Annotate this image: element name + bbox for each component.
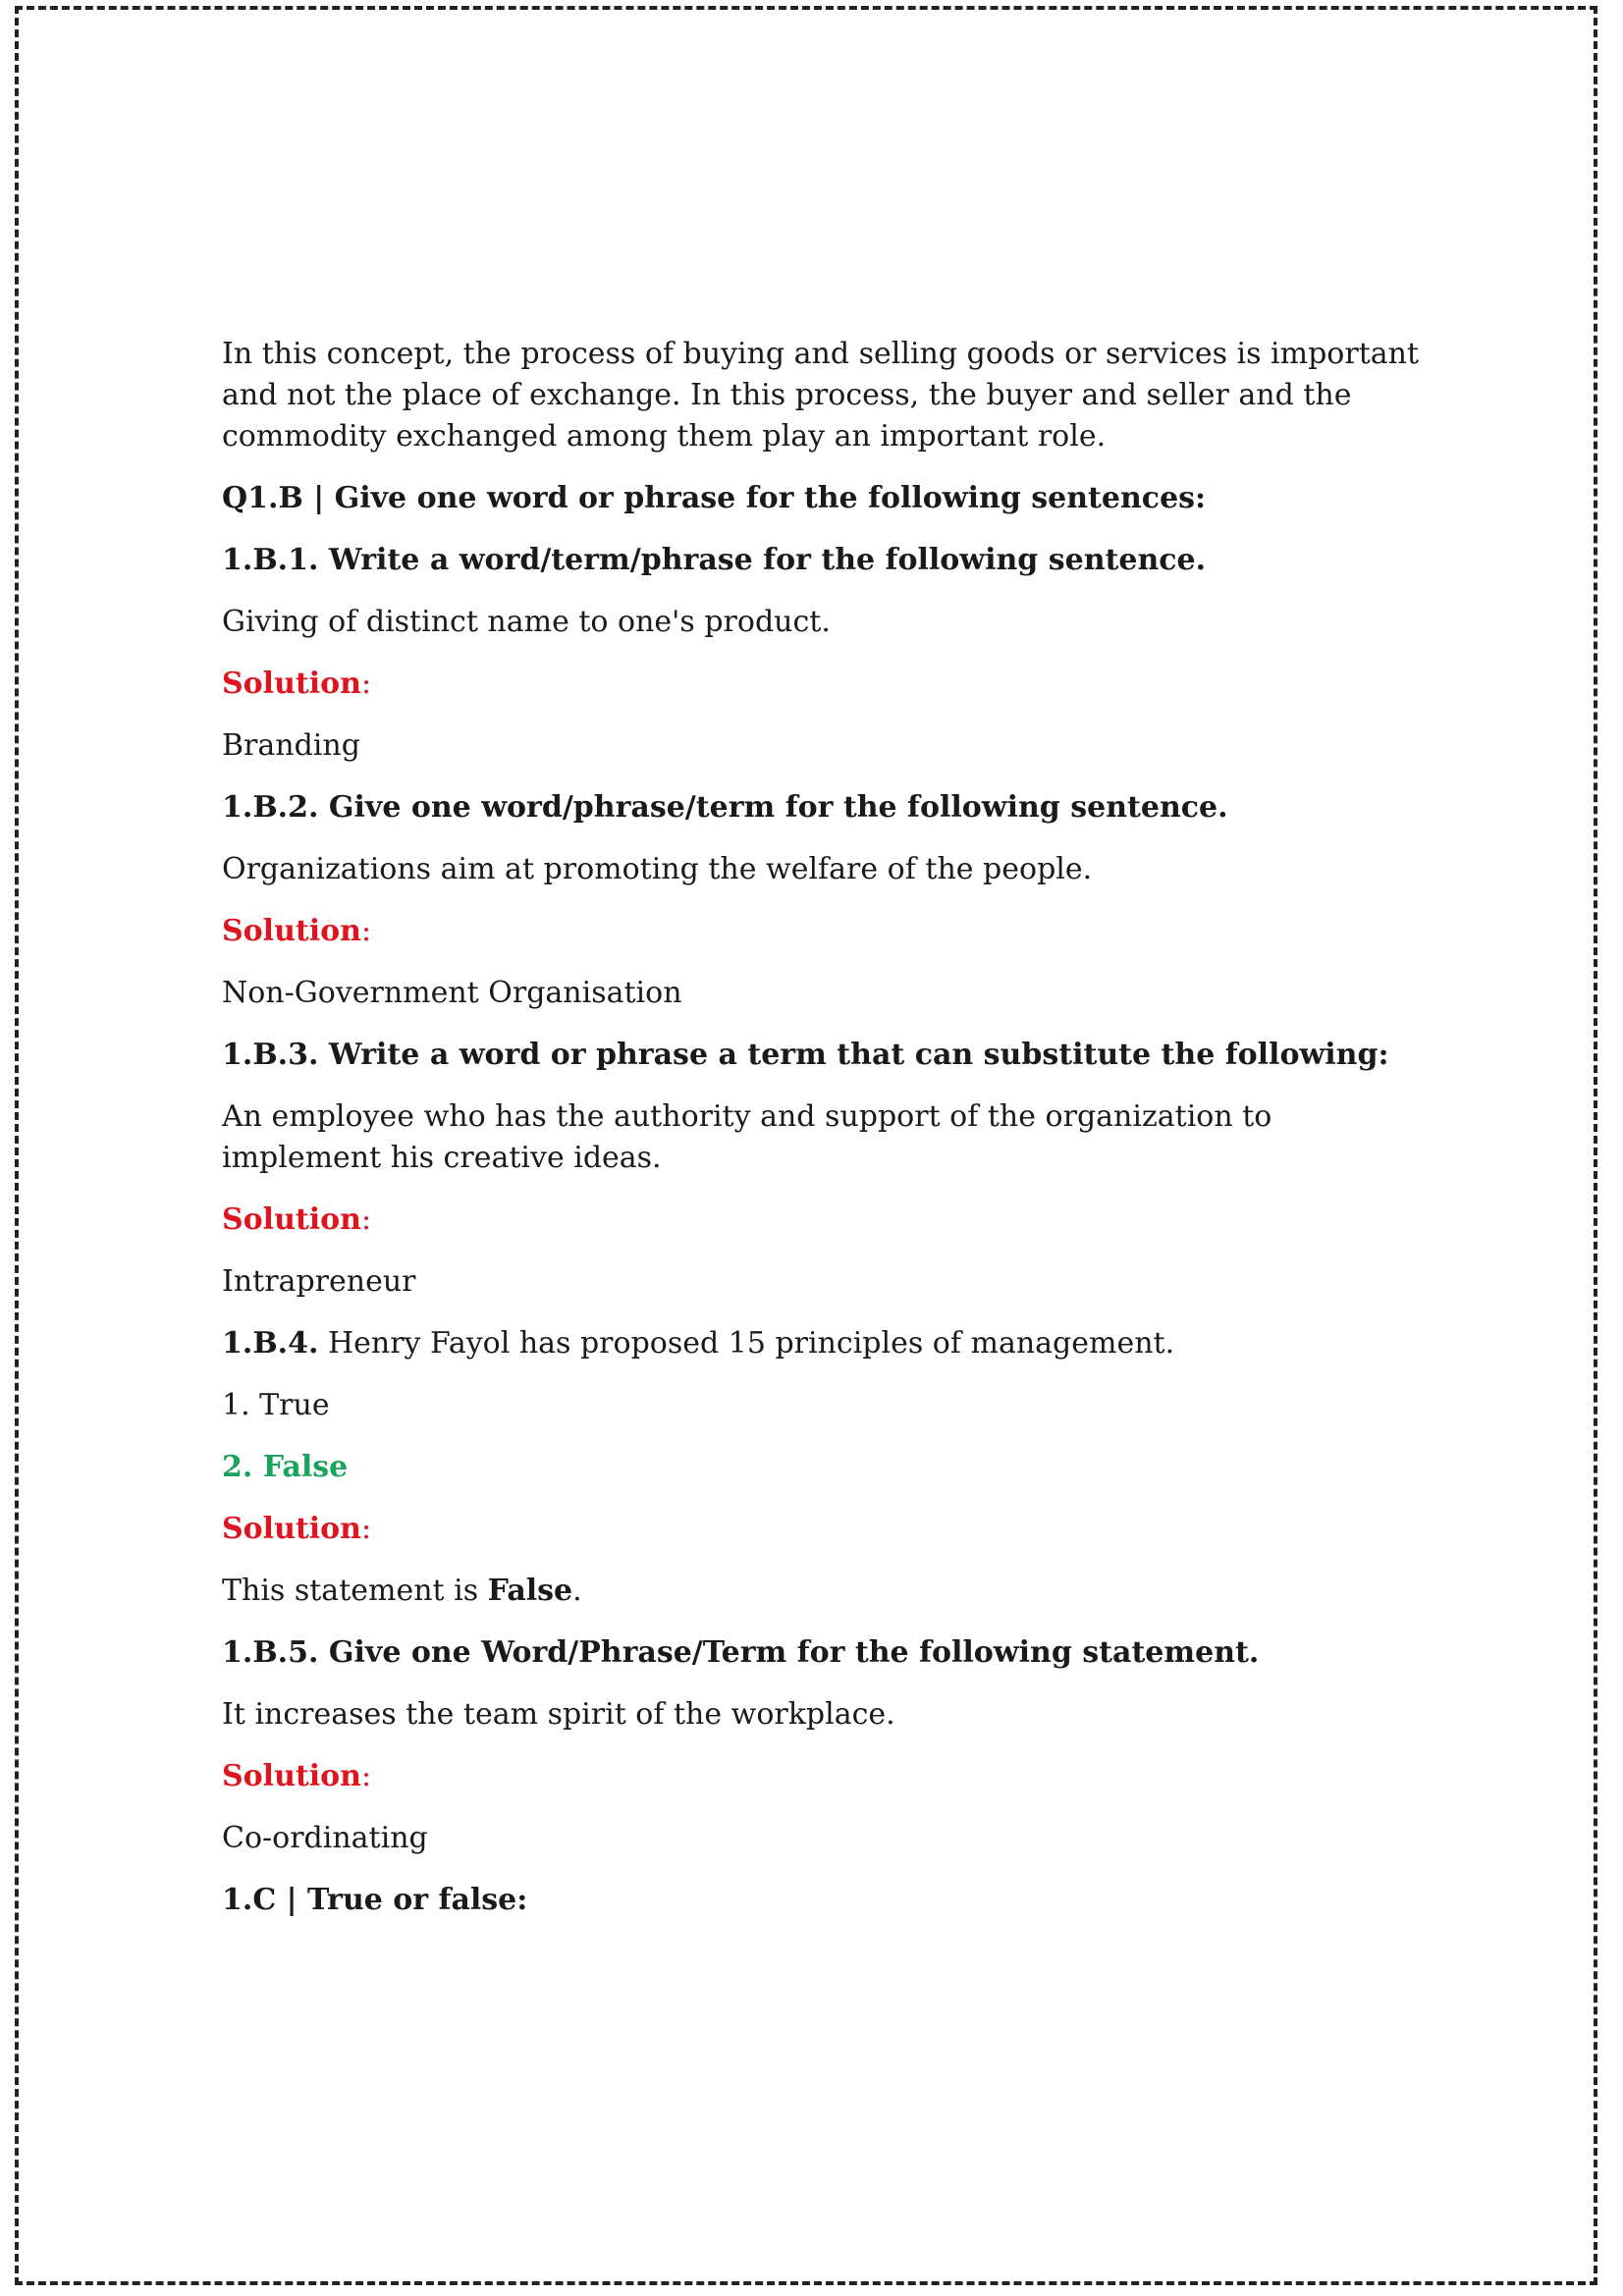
- answer-text: Branding: [222, 728, 360, 763]
- question-statement: Henry Fayol has proposed 15 principles of management.: [318, 1326, 1175, 1361]
- answer-text: Non-Government Organisation: [222, 976, 682, 1010]
- solution-colon: :: [360, 667, 372, 701]
- question-heading: 1.B.5. Give one Word/Phrase/Term for the following statement.: [222, 1635, 1260, 1670]
- solution-label: [222, 1200, 1420, 1241]
- question-heading: 1.B.2. Give one word/phrase/term for the following sentence.: [222, 790, 1228, 825]
- solution-label-text: Solution: [222, 667, 361, 701]
- solution-label: [222, 911, 1420, 952]
- solution-colon: :: [360, 914, 372, 948]
- section-c-heading: 1.C | True or false:: [222, 1883, 528, 1917]
- question-text: Organizations aim at promoting the welfare of the people.: [222, 852, 1093, 886]
- solution-label-text: Solution: [222, 1202, 361, 1237]
- answer-text: Intrapreneur: [222, 1264, 416, 1299]
- question-text: An employee who has the authority and support of the organization to implement his creative ideas.: [222, 1099, 1272, 1175]
- option-false-correct: 2. False: [222, 1450, 349, 1484]
- solution-label-text: Solution: [222, 914, 361, 948]
- solution-colon: :: [360, 1202, 372, 1237]
- question-heading: 1.B.3. Write a word or phrase a term that can substitute the following:: [222, 1038, 1389, 1072]
- true-false-question: [222, 1323, 1420, 1364]
- solution-label-text: Solution: [222, 1759, 361, 1793]
- solution-colon: :: [360, 1512, 372, 1546]
- question-number: 1.B.4.: [222, 1326, 319, 1361]
- question-text: It increases the team spirit of the workplace.: [222, 1697, 895, 1732]
- answer-text: Co-ordinating: [222, 1821, 428, 1855]
- answer-value: False: [487, 1574, 573, 1608]
- solution-label: [222, 1509, 1420, 1550]
- solution-label: [222, 1756, 1420, 1797]
- answer-suffix: .: [572, 1574, 582, 1608]
- solution-colon: :: [360, 1759, 372, 1793]
- section-b-heading: Q1.B | Give one word or phrase for the following sentences:: [222, 481, 1207, 515]
- answer-text: [222, 1571, 1420, 1612]
- document-body: [222, 334, 1420, 1942]
- intro-paragraph: In this concept, the process of buying and selling goods or services is important and not the place of exchange. In this process, the buyer and seller and the commodity exchanged among them play an important role.: [222, 337, 1420, 454]
- option-true: 1. True: [222, 1388, 330, 1422]
- solution-label-text: Solution: [222, 1512, 361, 1546]
- question-text: Giving of distinct name to one's product.: [222, 605, 831, 639]
- question-heading: 1.B.1. Write a word/term/phrase for the following sentence.: [222, 543, 1207, 577]
- solution-label: [222, 664, 1420, 705]
- answer-prefix: This statement is: [222, 1574, 488, 1608]
